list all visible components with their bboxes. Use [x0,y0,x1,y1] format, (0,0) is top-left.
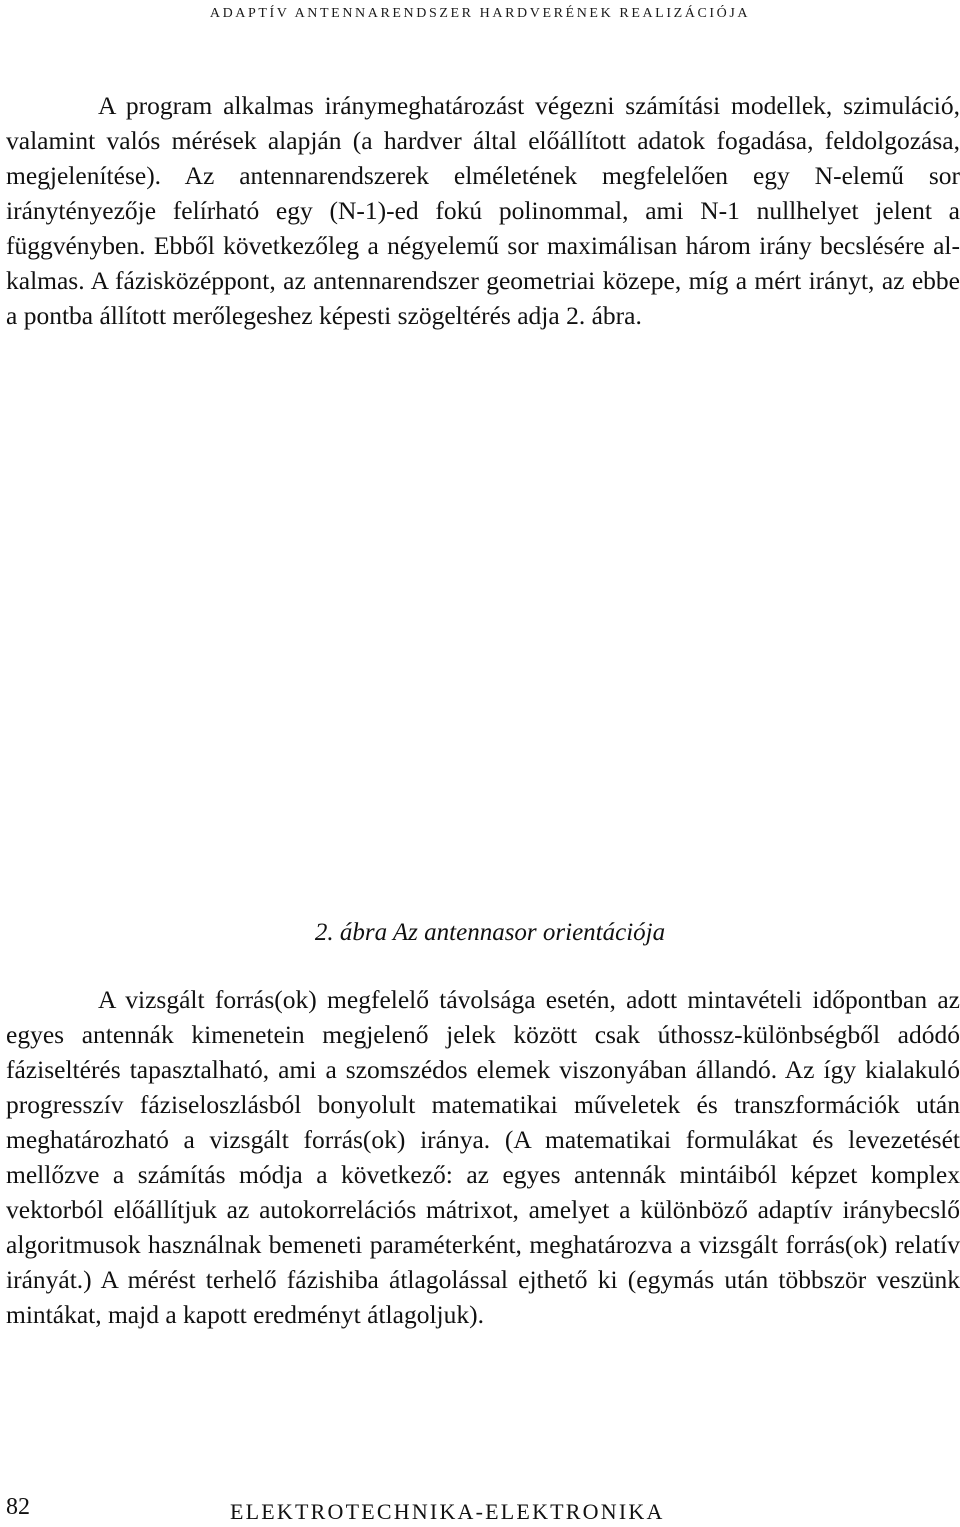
figure-placeholder [6,420,960,910]
body-paragraph-2: A vizsgált forrás(ok) megfelelő távolsága esetén, adott mintavételi időpontban az egyes antennák kimenetein megjelenő jelek között csak úthossz-különbségből adódó fáziseltérés tapasztalható, ami a szomszédos elemek viszonyában állandó. Az így kialakuló progresszív fáziseloszlásból bonyolult matematikai műveletek és transzformációk után meghatározható a vizsgált forrás(ok) iránya. (A matematikai formulákat és levezetését mellőzve a számítás módja a következő: az egyes antennák mintáiból képzet komplex vektorból előállítjuk az autokorrelációs mátrixot, amelyet a különböző adaptív iránybecslő algoritmusok használnak bemeneti paraméterként, meghatározva a vizsgált forrás(ok) relatív irányát.) A mérést terhelő fázishiba átlagolással ejthető ki (egymás után többször veszünk mintákat, majd a kapott eredményt átlagoljuk). [6,985,960,1329]
running-header: ADAPTÍV ANTENNARENDSZER HARDVERÉNEK REALIZÁCIÓJA [209,6,751,21]
figure-caption: 2. ábra Az antennasor orientációja [314,919,666,946]
page-number: 82 [6,1494,30,1520]
body-paragraph-1: A program alkalmas iránymeghatározást végezni számítási modellek, szimuláció, valamint valós mérések alapján (a hardver által előállított adatok fogadása, feldolgozása, megjelenítése). Az antennarendszerek elméletének megfelelően egy N-elemű sor iránytényezője felírható egy (N-1)-ed fokú polinommal, ami N-1 nullhelyet jelent a függvényben. Ebből következőleg a négyelemű sor maximálisan három irány becslésére alkalmas. A fázisközéppont, az antennarendszer geometriai közepe, míg a mért irányt, az ebbe a pontba állított merőlegeshez képesti szögeltérés adja 2. ábra. [6,91,960,330]
journal-name: ELEKTROTECHNIKA-ELEKTRONIKA [230,1499,665,1524]
